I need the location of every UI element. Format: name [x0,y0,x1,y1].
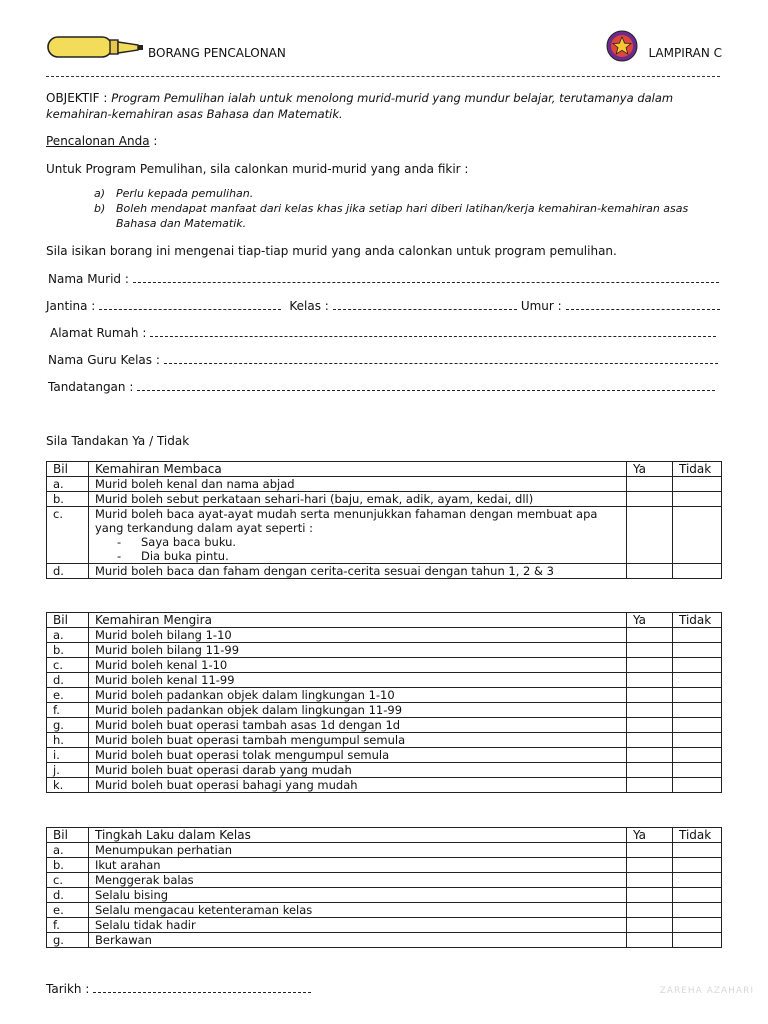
star-badge-icon [606,30,638,62]
ya-checkbox-cell[interactable] [627,888,673,903]
table-row: h. Murid boleh buat operasi tambah mengumpul semula [47,733,722,748]
table-row: d. Murid boleh baca dan faham dengan cerita-cerita sesuai dengan tahun 1, 2 & 3 [47,564,722,579]
bil-header: Bil [47,462,89,477]
tandatangan-label: Tandatangan : [48,380,134,394]
list-item: a) Perlu kepada pemulihan. [94,187,254,200]
umur-blank[interactable] [566,299,720,310]
instruction-text: Sila isikan borang ini mengenai tiap-tiap murid yang anda calonkan untuk program pemulihan. [46,244,617,258]
alamat-field[interactable] [50,326,716,340]
ya-checkbox-cell[interactable] [627,718,673,733]
kelas-label: Kelas : [289,299,329,313]
tidak-header: Tidak [673,613,722,628]
ya-checkbox-cell[interactable] [627,477,673,492]
ya-checkbox-cell[interactable] [627,858,673,873]
tidak-checkbox-cell[interactable] [673,507,722,564]
table-header-row [47,828,722,843]
tidak-checkbox-cell[interactable] [673,918,722,933]
nama-murid-blank[interactable] [133,272,719,283]
ya-checkbox-cell[interactable] [627,688,673,703]
tidak-checkbox-cell[interactable] [673,763,722,778]
tidak-checkbox-cell[interactable] [673,628,722,643]
ya-checkbox-cell[interactable] [627,873,673,888]
table-row: i. Murid boleh buat operasi tolak mengumpul semula [47,748,722,763]
table-row: b. Murid boleh bilang 11-99 [47,643,722,658]
sub-item: - Saya baca buku. [117,535,237,549]
ya-checkbox-cell[interactable] [627,903,673,918]
tidak-checkbox-cell[interactable] [673,564,722,579]
tidak-checkbox-cell[interactable] [673,673,722,688]
table-row: d. Murid boleh kenal 11-99 [47,673,722,688]
tingkah-laku-table [46,827,722,948]
ya-checkbox-cell[interactable] [627,703,673,718]
nama-guru-blank[interactable] [164,353,718,364]
bil-header: Bil [47,828,89,843]
table-row: c. Murid boleh kenal 1-10 [47,658,722,673]
ya-header: Ya [627,828,673,843]
ya-checkbox-cell[interactable] [627,763,673,778]
tidak-checkbox-cell[interactable] [673,873,722,888]
jantina-kelas-umur-row [46,299,720,313]
table-row: c. Menggerak balas [47,873,722,888]
tandatangan-blank[interactable] [137,380,715,391]
objektif-label: OBJEKTIF [46,91,100,105]
alamat-blank[interactable] [150,326,716,337]
ya-checkbox-cell[interactable] [627,643,673,658]
table-row: k. Murid boleh buat operasi bahagi yang mudah [47,778,722,793]
membaca-table [46,461,722,579]
tidak-checkbox-cell[interactable] [673,778,722,793]
kelas-blank[interactable] [333,299,517,310]
table-header-row [47,462,722,477]
tidak-checkbox-cell[interactable] [673,903,722,918]
objektif-text: Program Pemulihan ialah untuk menolong murid-murid yang mundur belajar, terutamanya dalam kemahiran-kemahiran asas Bahasa dan Matematik. [46,91,674,121]
tandatangan-field[interactable] [48,380,715,394]
table-row: b. Ikut arahan [47,858,722,873]
tidak-checkbox-cell[interactable] [673,858,722,873]
tidak-checkbox-cell[interactable] [673,843,722,858]
tidak-checkbox-cell[interactable] [673,933,722,948]
nama-murid-field[interactable] [48,272,719,286]
ya-checkbox-cell[interactable] [627,843,673,858]
ya-checkbox-cell[interactable] [627,658,673,673]
ya-checkbox-cell[interactable] [627,778,673,793]
tarikh-label: Tarikh : [46,982,90,996]
nama-murid-label: Nama Murid : [48,272,129,286]
table-row: f. Murid boleh padankan objek dalam lingkungan 11-99 [47,703,722,718]
mengira-header: Kemahiran Mengira [89,613,627,628]
nama-guru-field[interactable] [48,353,718,367]
table-row: a. Murid boleh kenal dan nama abjad [47,477,722,492]
tidak-header: Tidak [673,828,722,843]
tidak-checkbox-cell[interactable] [673,748,722,763]
alamat-label: Alamat Rumah : [50,326,147,340]
header-divider [46,76,720,77]
table-row: d. Selalu bising [47,888,722,903]
ya-checkbox-cell[interactable] [627,748,673,763]
bil-header: Bil [47,613,89,628]
table-row: e. Murid boleh padankan objek dalam lingkungan 1-10 [47,688,722,703]
tidak-header: Tidak [673,462,722,477]
tidak-checkbox-cell[interactable] [673,643,722,658]
ya-checkbox-cell[interactable] [627,918,673,933]
table-header-row [47,613,722,628]
ya-header: Ya [627,462,673,477]
table-row: a. Menumpukan perhatian [47,843,722,858]
table-row: j. Murid boleh buat operasi darab yang mudah [47,763,722,778]
list-item: b) Boleh mendapat manfaat dari kelas khas jika setiap hari diberi latihan/kerja kemahiran-kemahiran asas Bahasa dan Matematik. [94,202,689,230]
objektif-paragraph: OBJEKTIF : Program Pemulihan ialah untuk menolong murid-murid yang mundur belajar, terutamanya dalam kemahiran-kemahiran asas Bahasa dan Matematik. [46,91,674,121]
sub-item: - Dia buka pintu. [117,549,229,563]
form-title: BORANG PENCALONAN [148,46,286,60]
jantina-label: Jantina : [46,299,96,313]
ya-checkbox-cell[interactable] [627,733,673,748]
tidak-checkbox-cell[interactable] [673,492,722,507]
lampiran-label: LAMPIRAN C [648,46,722,60]
tidak-checkbox-cell[interactable] [673,733,722,748]
ya-checkbox-cell[interactable] [627,628,673,643]
highlighter-icon [46,33,146,61]
ya-checkbox-cell[interactable] [627,492,673,507]
jantina-blank[interactable] [99,299,281,310]
intro-text: Untuk Program Pemulihan, sila calonkan murid-murid yang anda fikir : [46,162,469,176]
table-row: f. Selalu tidak hadir [47,918,722,933]
form-header [46,30,722,76]
umur-label: Umur : [520,299,562,313]
table-row: b. Murid boleh sebut perkataan sehari-hari (baju, emak, adik, ayam, kedai, dll) [47,492,722,507]
tarikh-field[interactable] [46,982,311,996]
tidak-checkbox-cell[interactable] [673,718,722,733]
watermark: ZAREHA AZAHARI [659,986,754,996]
table-row: a. Murid boleh bilang 1-10 [47,628,722,643]
ya-checkbox-cell[interactable] [627,564,673,579]
table-row: g. Murid boleh buat operasi tambah asas 1d dengan 1d [47,718,722,733]
tidak-checkbox-cell[interactable] [673,688,722,703]
table-row: g. Berkawan [47,933,722,948]
ya-checkbox-cell[interactable] [627,507,673,564]
ya-checkbox-cell[interactable] [627,933,673,948]
tidak-checkbox-cell[interactable] [673,703,722,718]
tidak-checkbox-cell[interactable] [673,658,722,673]
table-row: c. Murid boleh baca ayat-ayat mudah serta menunjukkan fahaman dengan membuat apa yang terkandung dalam ayat seperti : - Saya baca buku. - Dia buka pintu. [47,507,722,564]
tidak-checkbox-cell[interactable] [673,888,722,903]
criteria-list [94,186,714,231]
pencalonan-heading-line: Pencalonan Anda : [46,134,158,148]
tidak-checkbox-cell[interactable] [673,477,722,492]
ya-header: Ya [627,613,673,628]
table-row: e. Selalu mengacau ketenteraman kelas [47,903,722,918]
membaca-header: Kemahiran Membaca [89,462,627,477]
nama-guru-label: Nama Guru Kelas : [48,353,160,367]
tandakan-instruction: Sila Tandakan Ya / Tidak [46,434,190,448]
tingkah-header: Tingkah Laku dalam Kelas [89,828,627,843]
tarikh-blank[interactable] [93,982,311,993]
pencalonan-heading: Pencalonan Anda [46,134,150,148]
ya-checkbox-cell[interactable] [627,673,673,688]
mengira-table [46,612,722,793]
